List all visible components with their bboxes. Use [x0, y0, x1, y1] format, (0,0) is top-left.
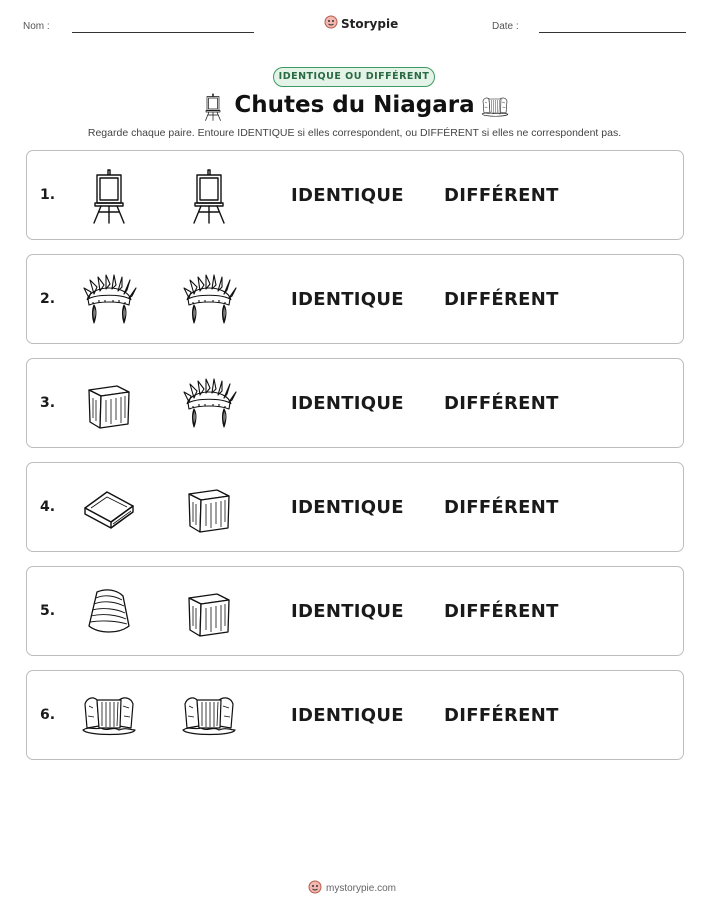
question-row-6: [26, 670, 684, 760]
question-row-2: [26, 254, 684, 344]
instructions: Regarde chaque paire. Entoure IDENTIQUE si elles correspondent, ou DIFFÉRENT si elles ne correspondent pas.: [87, 127, 622, 139]
storypie-logo-icon: [324, 14, 338, 33]
question-row-1: [26, 150, 684, 240]
footer-url[interactable]: mystorypie.com: [326, 883, 397, 894]
identique-option[interactable]: IDENTIQUE: [291, 393, 404, 414]
brand: [324, 14, 398, 33]
headdress-icon: [179, 374, 239, 434]
date-line[interactable]: [539, 32, 686, 33]
question-number: 1.: [40, 187, 56, 203]
book-icon: [79, 478, 139, 538]
different-option[interactable]: DIFFÉRENT: [444, 393, 559, 414]
question-number: 4.: [40, 499, 56, 515]
different-option[interactable]: DIFFÉRENT: [444, 185, 559, 206]
identique-option[interactable]: IDENTIQUE: [291, 289, 404, 310]
identique-option[interactable]: IDENTIQUE: [291, 497, 404, 518]
rock-block-icon: [179, 582, 239, 642]
name-label: Nom :: [23, 21, 50, 32]
different-option[interactable]: DIFFÉRENT: [444, 705, 559, 726]
question-number: 5.: [40, 603, 56, 619]
footer: [308, 880, 396, 897]
rock-layers-icon: [79, 582, 139, 642]
waterfall-icon: [179, 686, 239, 746]
question-row-3: [26, 358, 684, 448]
waterfall-icon: [79, 686, 139, 746]
identique-option[interactable]: IDENTIQUE: [291, 705, 404, 726]
question-number: 2.: [40, 291, 56, 307]
page-title: Chutes du Niagara: [234, 92, 475, 118]
rock-block-icon: [79, 374, 139, 434]
date-label: Date :: [492, 21, 519, 32]
different-option[interactable]: DIFFÉRENT: [444, 497, 559, 518]
worksheet-type-badge: IDENTIQUE OU DIFFÉRENT: [273, 67, 435, 87]
title-row: [0, 90, 709, 124]
question-number: 6.: [40, 707, 56, 723]
question-row-5: [26, 566, 684, 656]
identique-option[interactable]: IDENTIQUE: [291, 601, 404, 622]
easel-icon: [198, 92, 228, 122]
headdress-icon: [179, 270, 239, 330]
headdress-icon: [79, 270, 139, 330]
storypie-logo-icon: [308, 880, 322, 897]
identique-option[interactable]: IDENTIQUE: [291, 185, 404, 206]
easel-icon: [179, 166, 239, 226]
question-row-4: [26, 462, 684, 552]
question-number: 3.: [40, 395, 56, 411]
name-line[interactable]: [72, 32, 254, 33]
different-option[interactable]: DIFFÉRENT: [444, 289, 559, 310]
different-option[interactable]: DIFFÉRENT: [444, 601, 559, 622]
brand-name: Storypie: [341, 16, 399, 31]
rock-block-icon: [179, 478, 239, 538]
waterfall-icon: [480, 92, 510, 122]
easel-icon: [79, 166, 139, 226]
